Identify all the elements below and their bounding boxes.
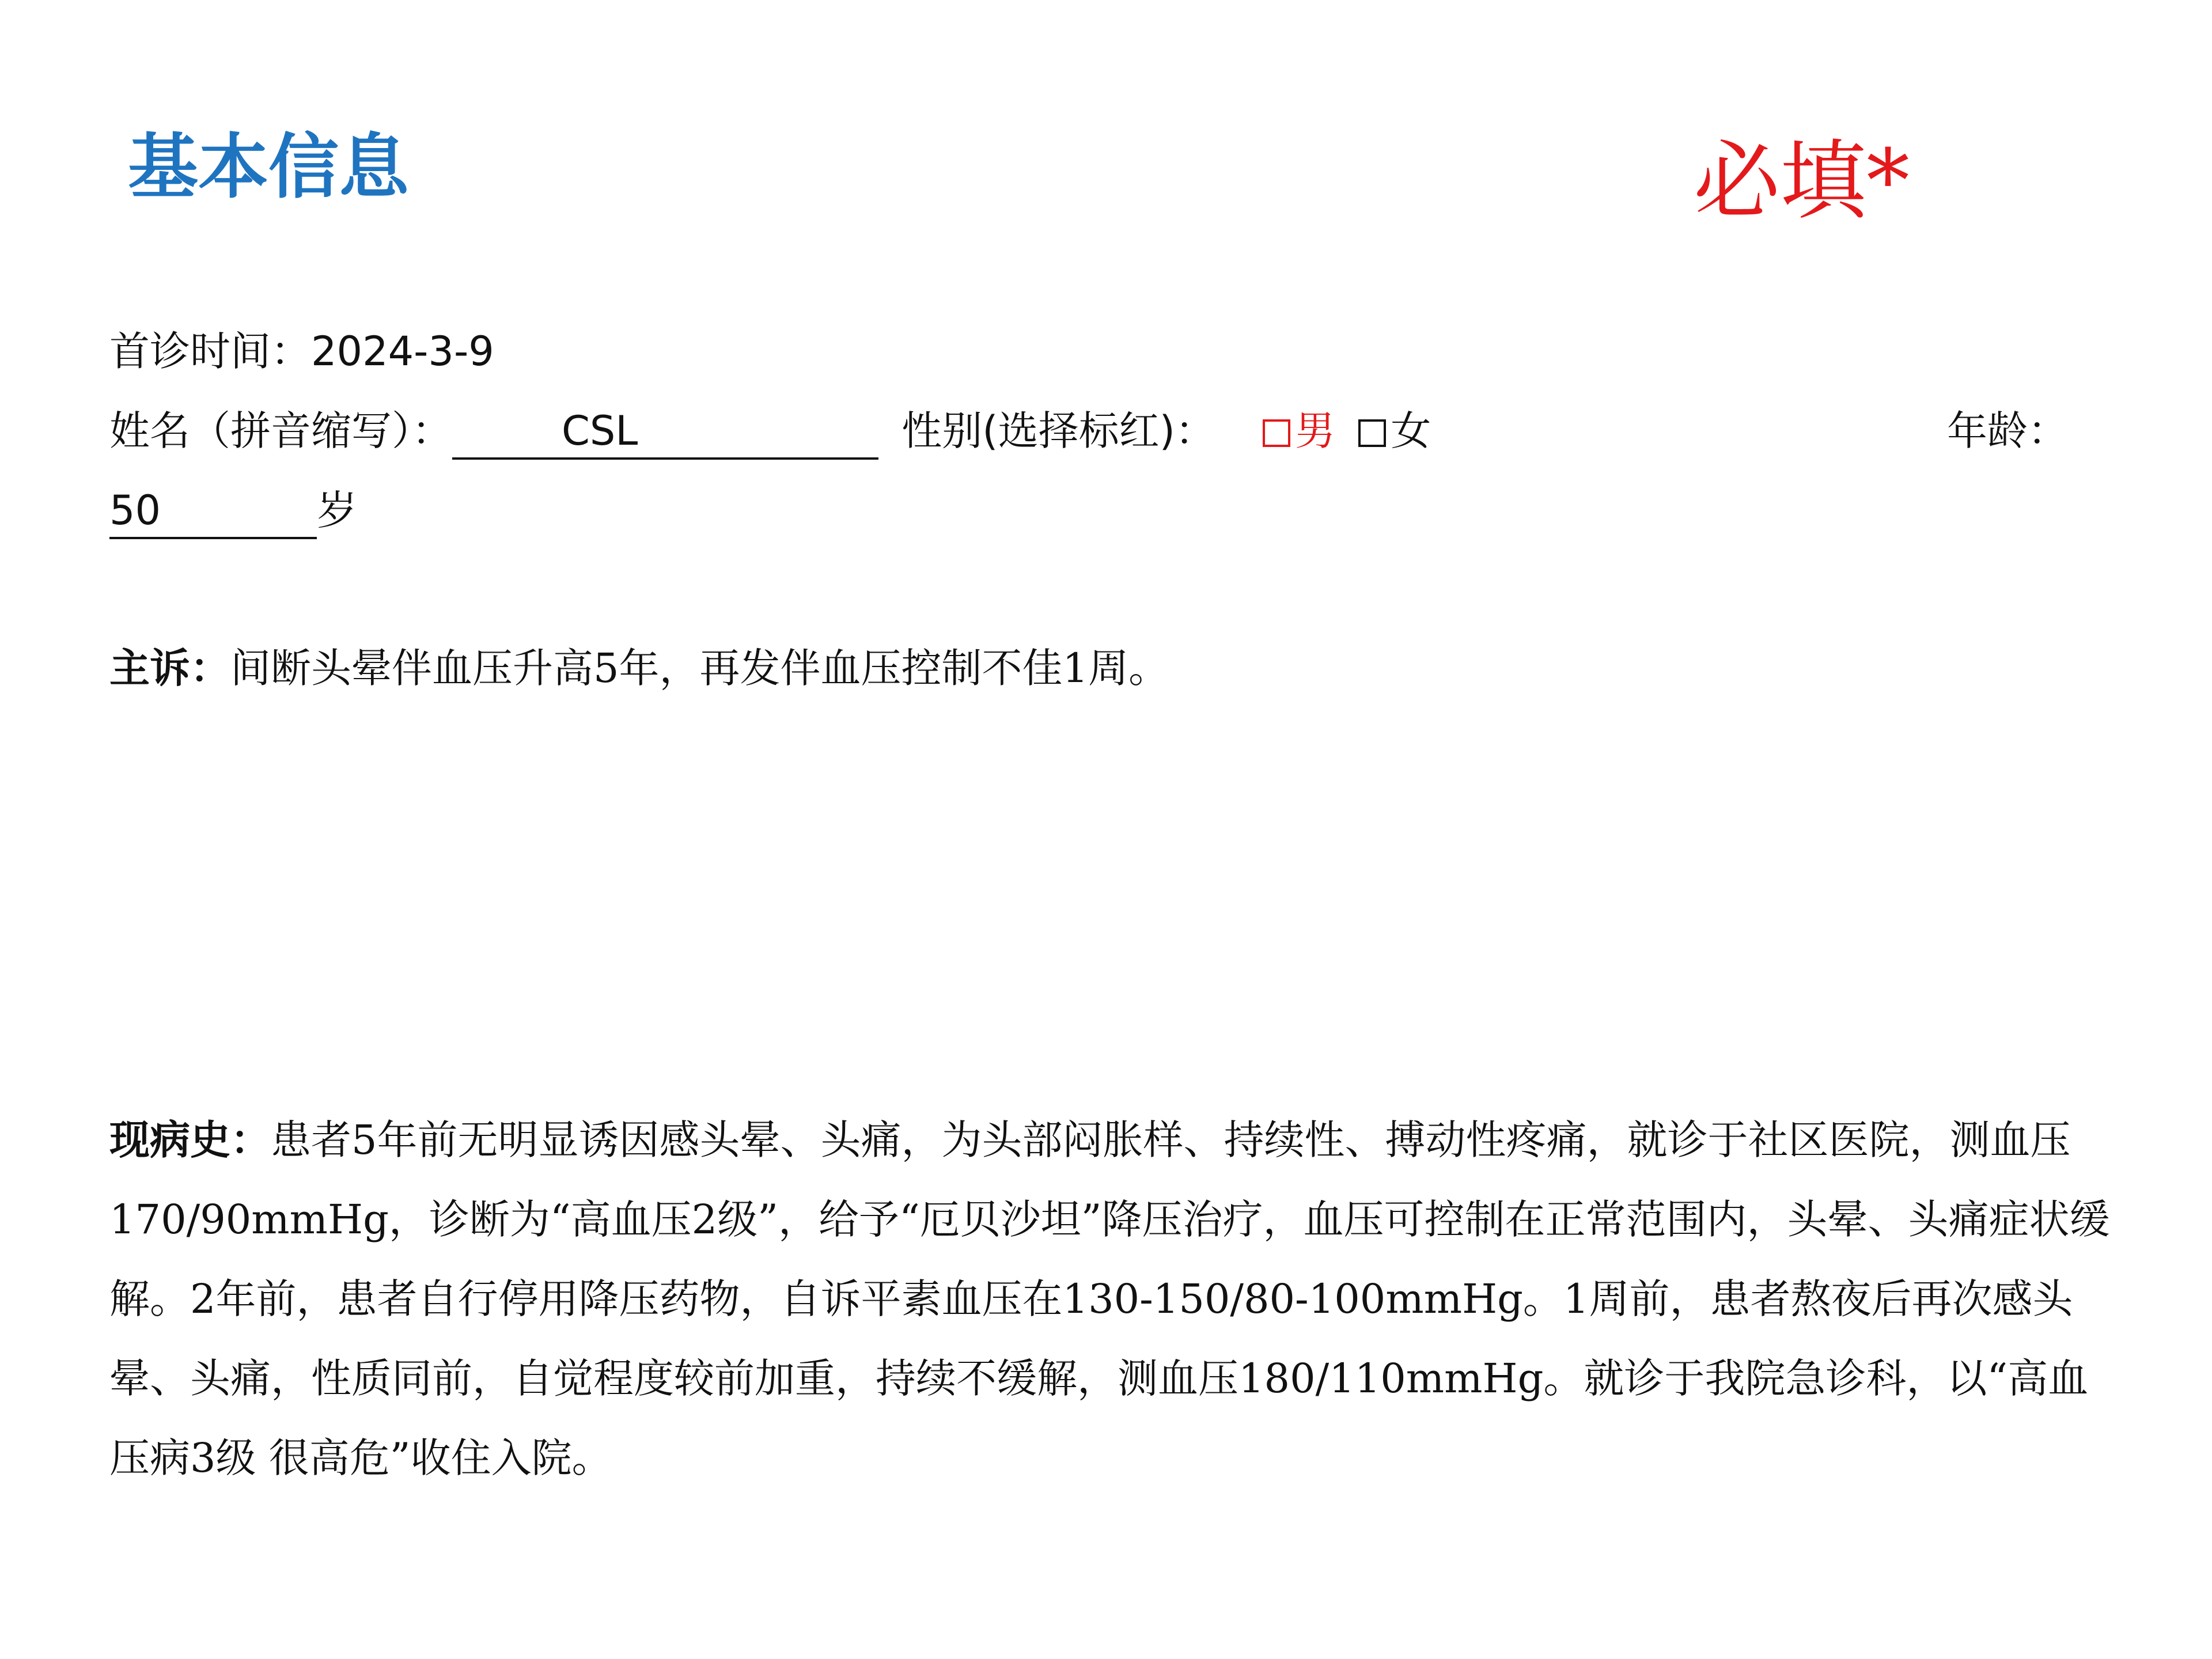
first-visit-label: 首诊时间： bbox=[109, 328, 311, 375]
age-unit: 岁 bbox=[317, 487, 357, 534]
present-illness-block bbox=[109, 1100, 2126, 1498]
present-illness-text: 患者5年前无明显诱因感头晕、头痛，为头部闷胀样、持续性、搏动性疼痛，就诊于社区医院，测血压170/90mmHg，诊断为“高血压2级”，给予“厄贝沙坦”降压治疗，血压可控制在正常范围内，头晕、头痛症状缓解。2年前，患者自行停用降压药物，自诉平素血压在130-150/80-100mmHg。1周前，患者熬夜后再次感头晕、头痛，性质同前，自觉程度较前加重，持续不缓解，测血压180/110mmHg。就诊于我院急诊科，以“高血压病3级 很高危”收住入院。 bbox=[109, 1116, 2110, 1482]
gender-option-male[interactable] bbox=[1263, 407, 1335, 454]
gender-label: 性别(选择标红)： bbox=[902, 407, 1215, 454]
gender-option-female[interactable] bbox=[1358, 407, 1431, 454]
gender-option-male-label: 男 bbox=[1295, 407, 1336, 454]
present-illness-label: 现病史： bbox=[109, 1116, 271, 1164]
gender-option-female-label: 女 bbox=[1391, 407, 1431, 454]
age-label: 年龄： bbox=[1947, 407, 2068, 454]
chief-complaint-label: 主诉： bbox=[109, 645, 230, 692]
section-title: 基本信息 bbox=[128, 126, 409, 208]
name-gender-row bbox=[109, 402, 1431, 460]
age-field[interactable]: 50 bbox=[109, 484, 317, 539]
chief-complaint-text: 间断头晕伴血压升高5年，再发伴血压控制不佳1周。 bbox=[230, 645, 1169, 692]
name-label: 姓名（拼音缩写）： bbox=[109, 407, 452, 454]
required-mark: 必填* bbox=[1694, 131, 1910, 232]
age-row bbox=[109, 482, 357, 539]
checkbox-icon[interactable] bbox=[1263, 419, 1290, 447]
checkbox-icon[interactable] bbox=[1358, 419, 1386, 447]
first-visit-row bbox=[109, 323, 494, 380]
first-visit-value: 2024-3-9 bbox=[311, 328, 494, 375]
name-field[interactable]: CSL bbox=[452, 404, 878, 460]
chief-complaint-row bbox=[109, 639, 1169, 697]
